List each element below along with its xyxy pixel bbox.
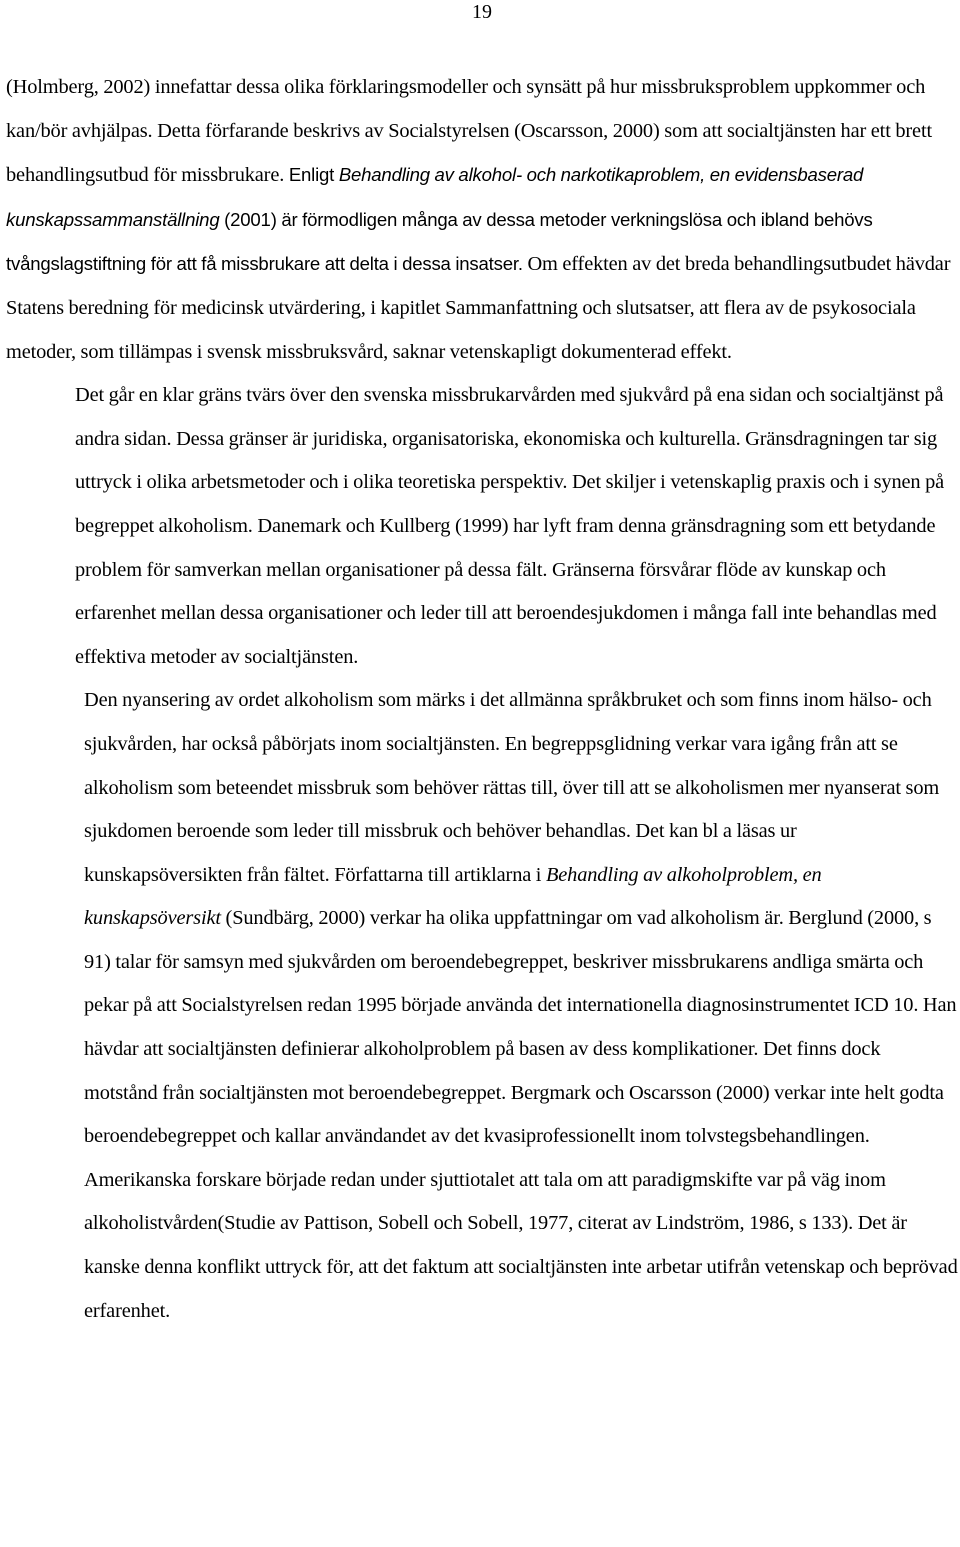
paragraph-1-sentence-2-suffix: (2001) är förmodligen många av dessa metoder verkningslösa och ibland behövs tvångslagstiftning för att få missbrukare att delta i dessa insatser. [6, 208, 873, 275]
paragraph-3-suffix: (Sundbärg, 2000) verkar ha olika uppfattningar om vad alkoholism är. Berglund (2000, s 91) talar för samsyn med sjukvården om beroendebegreppet, beskriver missbrukarens andliga smärta och pekar på att Socialstyrelsen redan 1995 började använda det internationella diagnosinstrumentet ICD 10. Han hävdar att socialtjänsten definierar alkoholproblem på basen av dess komplikationer. Det finns dock motstånd från socialtjänsten mot beroendebegreppet. Bergmark och Oscarsson (2000) verkar inte helt godta beroendebegreppet och kallar användandet av det kvasiprofessionellt inom tolvstegsbehandlingen. Amerikanska forskare började redan under sjuttiotalet att tala om att paradigmskifte var på väg inom alkoholistvården(Studie av Pattison, Sobell och Sobell, 1977, citerat av Lindström, 1986, s 133). Det är kanske denna konflikt uttryck för, att det faktum att socialtjänsten inte arbetar utifrån vetenskap och beprövad erfarenhet. [84, 907, 958, 1322]
paragraph-3-prefix: Den nyansering av ordet alkoholism som märks i det allmänna språkbruket och som finns inom hälso- och sjukvården, har också påbörjats inom socialtjänsten. En begreppsglidning verkar vara igång från att se alkoholism som beteendet missbruk som behöver rättas till, över till att se alkoholismen mer nyanserat som sjukdomen beroende som leder till missbruk och behöver behandlas. Det kan bl a läsas ur kunskapsöversikten från fältet. Författarna till artiklarna i [84, 689, 940, 886]
paragraph-1-sentence-2-prefix: Enligt [288, 164, 339, 186]
paragraph-1 [6, 66, 958, 374]
paragraph-1-sentence-1: (Holmberg, 2002) innefattar dessa olika förklaringsmodeller och synsätt på hur missbruksproblem uppkommer och kan/bör avhjälpas. Detta förfarande beskrivs av Socialstyrelsen (Oscarsson, 2000) som att socialtjänsten har ett brett behandlingsutbud för missbrukare. [6, 76, 932, 187]
page-number: 19 [472, 1, 492, 23]
paragraph-2: Det går en klar gräns tvärs över den svenska missbrukarvården med sjukvård på ena sidan och socialtjänst på andra sidan. Dessa gränser är juridiska, organisatoriska, ekonomiska och kulturella. Gränsdragningen tar sig uttryck i olika arbetsmetoder och i olika teoretiska perspektiv. Det skiljer i vetenskaplig praxis och i synen på begreppet alkoholism. Danemark och Kullberg (1999) har lyft fram denna gränsdragning som ett betydande problem för samverkan mellan organisationer på dessa fält. Gränserna försvårar flöde av kunskap och erfarenhet mellan dessa organisationer och leder till att beroendesjukdomen i många fall inte behandlas med effektiva metoder av socialtjänsten. [75, 384, 945, 668]
paragraph-3 [6, 679, 958, 1333]
cited-title-evidensbaserad: Behandling av alkohol- och narkotikaproblem, en evidensbaserad kunskapssammanställning [6, 164, 864, 230]
paragraph-1-sentence-3: Om effekten av det breda behandlingsutbudet hävdar Statens beredning för medicinsk utvärdering, i kapitlet Sammanfattning och slutsatser, att flera av de psykosociala metoder, som tillämpas i svensk missbruksvård, saknar vetenskapligt dokumenterad effekt. [6, 253, 951, 363]
document-body [6, 66, 958, 1333]
cited-title-kunskapsoversikt: Behandling av alkoholproblem, en kunskapsöversikt [84, 863, 822, 930]
